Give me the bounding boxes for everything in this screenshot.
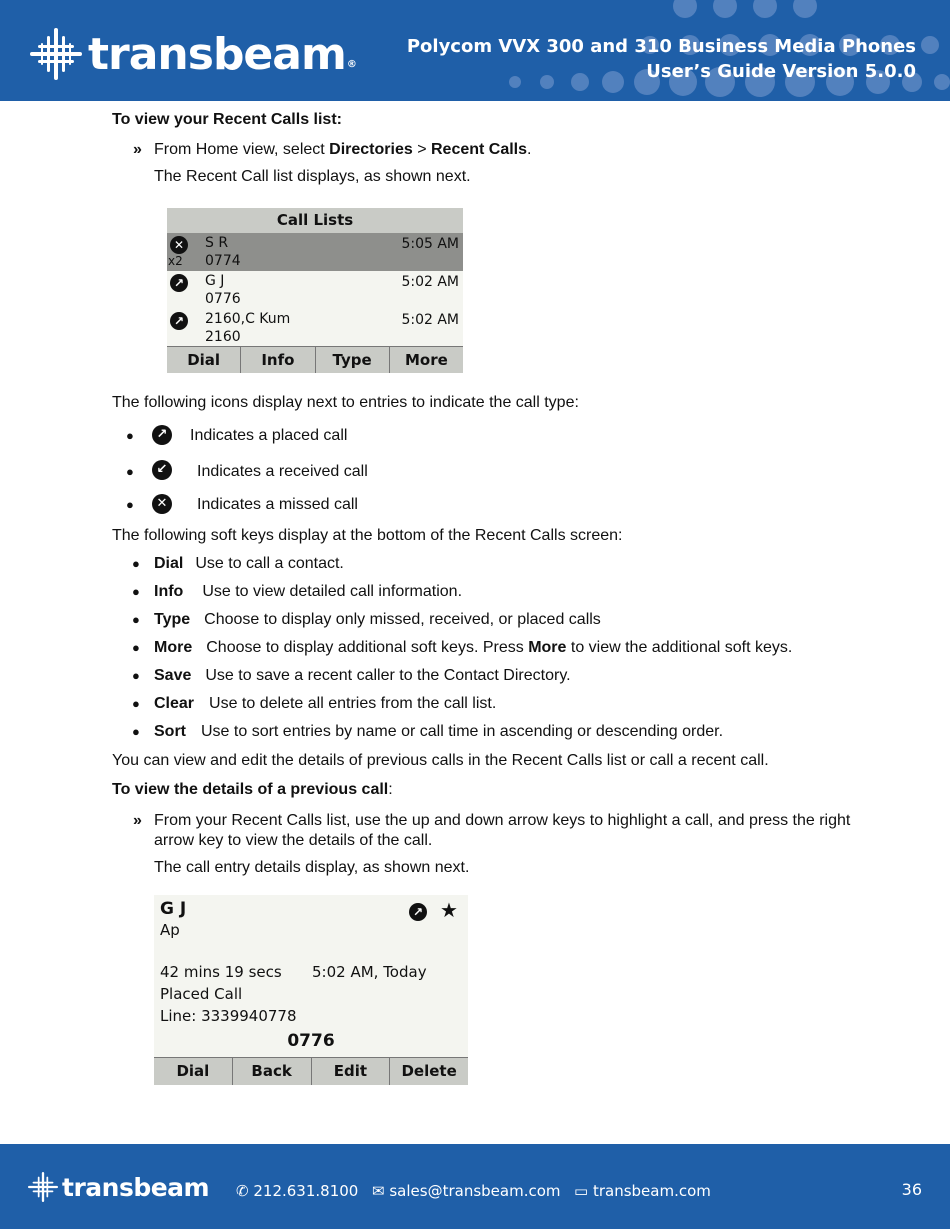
caller-number: 0776 — [205, 291, 241, 307]
placed-call-icon: ↗ — [409, 902, 427, 921]
footer-website[interactable]: ▭ transbeam.com — [574, 1182, 711, 1200]
call-list-row — [167, 309, 463, 347]
call-time: 5:02 AM — [401, 312, 459, 328]
placed-call-icon: ↗ — [170, 312, 188, 330]
footer-email[interactable]: ✉ sales@transbeam.com — [372, 1182, 561, 1200]
footer-phone[interactable]: ✆ 212.631.8100 — [236, 1182, 359, 1200]
softkey-dial: Dial — [187, 351, 221, 369]
call-number: 0776 — [287, 1031, 335, 1051]
softkey-type: Type — [315, 347, 389, 373]
contact-sub: Ap — [160, 921, 180, 939]
icon-desc-received: Indicates a received call — [197, 463, 368, 480]
softkey-desc-more: More Choose to display additional soft keys. Press More to view the additional soft keys. — [154, 639, 793, 656]
softkey-bar — [167, 346, 463, 373]
placed-call-icon: ↗ — [152, 425, 172, 445]
call-time: 5:05 AM — [401, 236, 459, 252]
softkey-more: More — [389, 347, 463, 373]
call-details-screenshot — [154, 895, 468, 1085]
starburst-logo-icon — [28, 1172, 58, 1202]
icon-desc-placed: Indicates a placed call — [190, 427, 348, 444]
call-type: Placed Call — [160, 985, 243, 1003]
call-line: Line: 3339940778 — [160, 1007, 297, 1025]
softkeys-intro: The following soft keys display at the bottom of the Recent Calls screen: — [112, 527, 623, 544]
softkey-info: Info — [240, 347, 314, 373]
caller-number: 0774 — [205, 253, 241, 269]
softkey-desc-save: Save Use to save a recent caller to the Contact Directory. — [154, 667, 571, 684]
caller-name: 2160,C Kum — [205, 311, 291, 327]
caller-name: G J — [205, 273, 225, 289]
step-marker: » — [133, 141, 142, 158]
title-line-1: Polycom VVX 300 and 310 Business Media Phones — [406, 36, 916, 57]
caller-name: S R — [205, 235, 229, 251]
favorite-star-icon: ★ — [440, 898, 458, 922]
page-number: 36 — [901, 1180, 922, 1199]
placed-call-icon: ↗ — [170, 274, 188, 292]
menu-directories: Directories — [329, 141, 413, 158]
call-lists-screenshot — [167, 208, 463, 373]
call-duration: 42 mins 19 secs — [160, 963, 282, 981]
caller-number: 2160 — [205, 329, 241, 345]
icons-intro: The following icons display next to entries to indicate the call type: — [112, 394, 579, 411]
page-header — [0, 0, 950, 101]
section-heading-recent-calls: To view your Recent Calls list: — [112, 111, 342, 128]
mail-icon: ✉ — [372, 1182, 385, 1200]
step-note: The Recent Call list displays, as shown next. — [154, 168, 471, 185]
step-line-2: arrow key to view the details of the call. — [154, 832, 433, 849]
menu-recent-calls: Recent Calls — [430, 141, 528, 158]
call-count-badge: x2 — [168, 254, 183, 268]
softkey-dial: Dial — [176, 1062, 210, 1080]
page-footer — [0, 1144, 950, 1229]
icon-desc-missed: Indicates a missed call — [197, 496, 358, 513]
call-time: 5:02 AM — [401, 274, 459, 290]
softkey-desc-sort: Sort Use to sort entries by name or call time in ascending or descending order. — [154, 723, 724, 740]
softkey-back: Back — [232, 1058, 311, 1085]
logo-text: transbeam — [88, 28, 346, 80]
transbeam-logo[interactable] — [30, 28, 356, 80]
step-note: The call entry details display, as shown next. — [154, 859, 470, 876]
laptop-icon: ▭ — [574, 1182, 589, 1200]
closing-paragraph: You can view and edit the details of previous calls in the Recent Calls list or call a recent call. — [112, 752, 769, 769]
softkey-bar — [154, 1057, 468, 1085]
step-select-recent-calls: From Home view, select Directories > Recent Calls. — [154, 141, 532, 158]
step-marker: » — [133, 812, 142, 829]
softkey-desc-dial: Dial Use to call a contact. — [154, 555, 344, 572]
footer-logo[interactable] — [28, 1172, 209, 1202]
document-title — [407, 34, 916, 84]
softkey-desc-clear: Clear Use to delete all entries from the call list. — [154, 695, 497, 712]
missed-call-icon: ✕ — [152, 494, 172, 514]
missed-call-icon: ✕ — [170, 236, 188, 254]
received-call-icon: ↙ — [152, 460, 172, 480]
phone-icon: ✆ — [236, 1182, 249, 1200]
call-list-row — [167, 233, 463, 271]
softkey-desc-type: Type Choose to display only missed, received, or placed calls — [154, 611, 601, 628]
title-line-2: User’s Guide Version 5.0.0 — [646, 61, 916, 82]
softkey-delete: Delete — [389, 1058, 468, 1085]
softkey-edit: Edit — [311, 1058, 390, 1085]
trademark-mark: ® — [346, 59, 356, 70]
screen-title: Call Lists — [167, 208, 463, 233]
contact-name: G J — [160, 899, 187, 919]
step-line-1: From your Recent Calls list, use the up and down arrow keys to highlight a call, and press the right — [154, 812, 851, 829]
section-heading-call-details: To view the details of a previous call: — [112, 781, 393, 798]
footer-logo-text: transbeam — [62, 1172, 210, 1202]
starburst-logo-icon — [30, 28, 82, 80]
call-list-row — [167, 271, 463, 309]
softkey-desc-info: Info Use to view detailed call information. — [154, 583, 463, 600]
call-when: 5:02 AM, Today — [312, 963, 427, 981]
